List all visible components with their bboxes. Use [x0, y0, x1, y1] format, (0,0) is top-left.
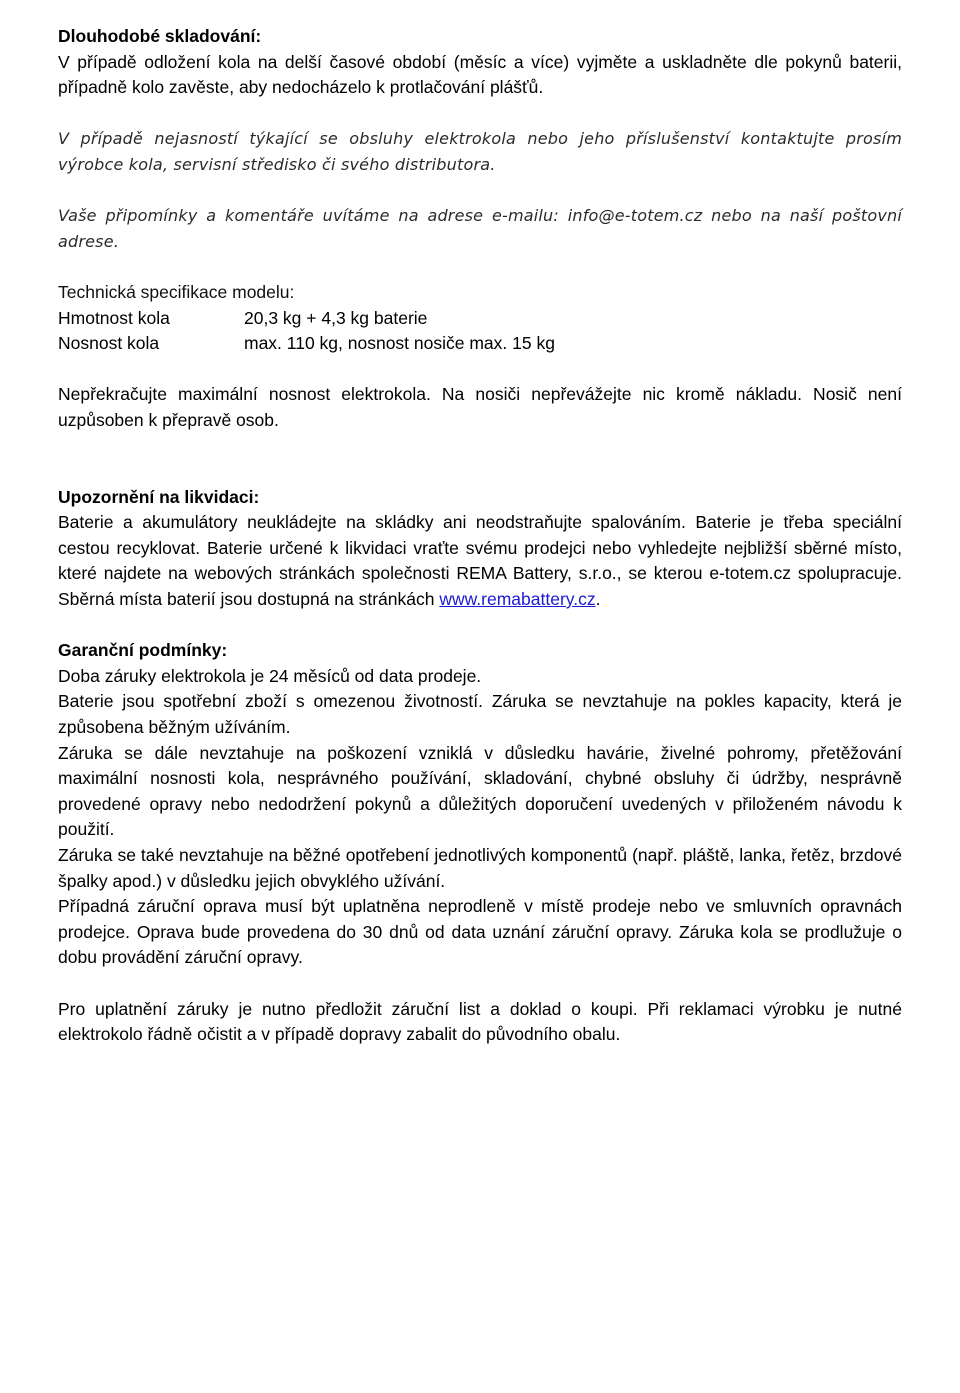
- disposal-text: [58, 510, 902, 612]
- disposal-body: Baterie a akumulátory neukládejte na skládky ani neodstraňujte spalováním. Baterie je třeba speciální cestou recyklovat. Baterie určené k likvidaci vraťte svému prodejci nebo vyhledejte nejbližší sběrné místo, které najdete na webových stránkách společnosti REMA Battery, s.r.o., se kterou e-totem.cz spolupracuje. Sběrná místa baterií jsou dostupná na stránkách: [58, 512, 902, 610]
- disposal-link-suffix: .: [595, 589, 601, 610]
- load-warning: Nepřekračujte maximální nosnost elektrokola. Na nosiči nepřevážejte nic kromě nákladu. Nosič není uzpůsoben k přepravě osob.: [58, 384, 902, 430]
- spec-label: Hmotnost kola: [58, 307, 170, 328]
- warranty-p3: Záruka se dále nevztahuje na poškození vzniklá v důsledku havárie, živelné pohromy, přetěžování maximální nosnosti kola, nesprávného používání, skladování, chybné obsluhy či údržby, nesprávně provedené opravy nebo nedodržení pokynů a důležitých doporučení uvedených v přiloženém návodu k použití.: [58, 742, 902, 840]
- spec-value: max. 110 kg, nosnost nosiče max. 15 kg: [244, 333, 555, 354]
- spec-value: 20,3 kg + 4,3 kg baterie: [244, 307, 428, 328]
- contact-note: V případě nejasností týkající se obsluhy elektrokola nebo jeho příslušenství kontaktujte prosím výrobce kola, servisní středisko či svého distributora.: [58, 129, 902, 174]
- warranty-p1: Doba záruky elektrokola je 24 měsíců od data prodeje.: [58, 665, 482, 686]
- spec-heading: Technická specifikace modelu:: [58, 281, 295, 302]
- remabattery-link[interactable]: www.remabattery.cz: [439, 589, 596, 610]
- storage-text: V případě odložení kola na delší časové období (měsíc a více) vyjměte a uskladněte dle pokynů baterii, případně kolo zavěste, aby nedocházelo k protlačování plášťů.: [58, 51, 902, 98]
- warranty-p2: Baterie jsou spotřební zboží s omezenou životností. Záruka se nevztahuje na pokles kapacity, která je způsobena běžným užíváním.: [58, 691, 902, 738]
- warranty-p5: Případná záruční oprava musí být uplatněna neprodleně v místě prodeje nebo ve smluvních opravnách prodejce. Oprava bude provedena do 30 dnů od data uznání záruční opravy. Záruka kola se prodlužuje o dobu provádění záruční opravy.: [58, 896, 902, 968]
- spec-row-weight: [58, 306, 902, 332]
- spec-label: Nosnost kola: [58, 333, 160, 354]
- disposal-heading: Upozornění na likvidaci:: [58, 486, 260, 507]
- warranty-claim: Pro uplatnění záruky je nutno předložit záruční list a doklad o koupi. Při reklamaci výrobku je nutné elektrokolo řádně očistit a v případě dopravy zabalit do původního obalu.: [58, 998, 902, 1045]
- spec-row-load: [58, 331, 902, 357]
- storage-heading: Dlouhodobé skladování:: [58, 26, 262, 46]
- warranty-heading: Garanční podmínky:: [58, 640, 228, 661]
- warranty-p4: Záruka se také nevztahuje na běžné opotřebení jednotlivých komponentů (např. pláště, lanka, řetěz, brzdové špalky apod.) v důsledku jejich obvyklého užívání.: [58, 845, 902, 891]
- feedback-note: Vaše připomínky a komentáře uvítáme na adrese e-mailu: info@e-totem.cz nebo na naší poštovní adrese.: [58, 206, 902, 251]
